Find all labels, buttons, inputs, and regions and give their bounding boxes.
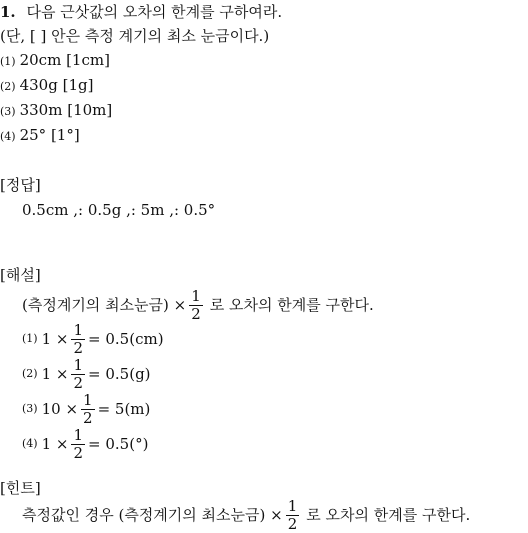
item-label: (2) <box>0 80 16 93</box>
problem-item <box>0 100 112 122</box>
item-text: 20cm [1cm] <box>19 51 110 69</box>
fraction: $\frac{1}{2}$ <box>287 496 298 533</box>
hint-post: 로 오차의 한계를 구한다. <box>306 506 471 524</box>
item-text: 430g [1g] <box>19 76 94 94</box>
problem-note: (단, [ ] 안은 측정 계기의 최소 눈금이다.) <box>0 27 270 45</box>
explanation-step <box>22 427 148 461</box>
item-text: 25° [1°] <box>19 126 80 144</box>
problem-title: 다음 근삿값의 오차의 한계를 구하여라. <box>26 3 283 21</box>
intro-pre: (측정계기의 최소눈금) × <box>22 296 187 314</box>
fraction: $\frac{1}{2}$ <box>73 320 84 357</box>
step-post: = 0.5(°) <box>88 435 149 453</box>
step-post: = 0.5(g) <box>88 365 151 383</box>
item-label: (4) <box>0 130 16 143</box>
fraction: $\frac{1}{2}$ <box>191 286 201 323</box>
hint-pre: 측정값인 경우 (측정계기의 최소눈금) × <box>22 506 283 524</box>
explanation-intro <box>22 288 374 322</box>
step-label: (1) <box>22 332 38 345</box>
intro-post: 로 오차의 한계를 구한다. <box>209 296 374 314</box>
explanation-step <box>22 322 164 356</box>
problem-item <box>0 75 93 97</box>
answer-text: 0.5cm ,: 0.5g ,: 5m ,: 0.5° <box>22 201 216 219</box>
step-pre: 1 × <box>41 330 69 348</box>
step-label: (2) <box>22 367 38 380</box>
item-label: (3) <box>0 105 16 118</box>
step-post: = 0.5(cm) <box>88 330 164 348</box>
item-label: (1) <box>0 55 16 68</box>
hint-heading: [힌트] <box>0 479 41 497</box>
step-post: = 5(m) <box>97 400 151 418</box>
problem-item <box>0 125 80 147</box>
explanation-step <box>22 357 151 391</box>
step-label: (3) <box>22 402 38 415</box>
hint-text <box>22 498 470 532</box>
step-pre: 1 × <box>41 365 69 383</box>
step-pre: 1 × <box>41 435 69 453</box>
answer-heading: [정답] <box>0 176 41 194</box>
fraction: $\frac{1}{2}$ <box>83 390 93 427</box>
explanation-heading: [해설] <box>0 266 41 284</box>
problem-title-line <box>0 2 282 22</box>
fraction: $\frac{1}{2}$ <box>73 425 84 462</box>
fraction: $\frac{1}{2}$ <box>73 355 84 392</box>
item-text: 330m [10m] <box>19 101 113 119</box>
step-label: (4) <box>22 437 38 450</box>
explanation-step <box>22 392 150 426</box>
problem-number: 1. <box>0 3 16 21</box>
step-pre: 10 × <box>41 400 79 418</box>
problem-item <box>0 50 110 72</box>
